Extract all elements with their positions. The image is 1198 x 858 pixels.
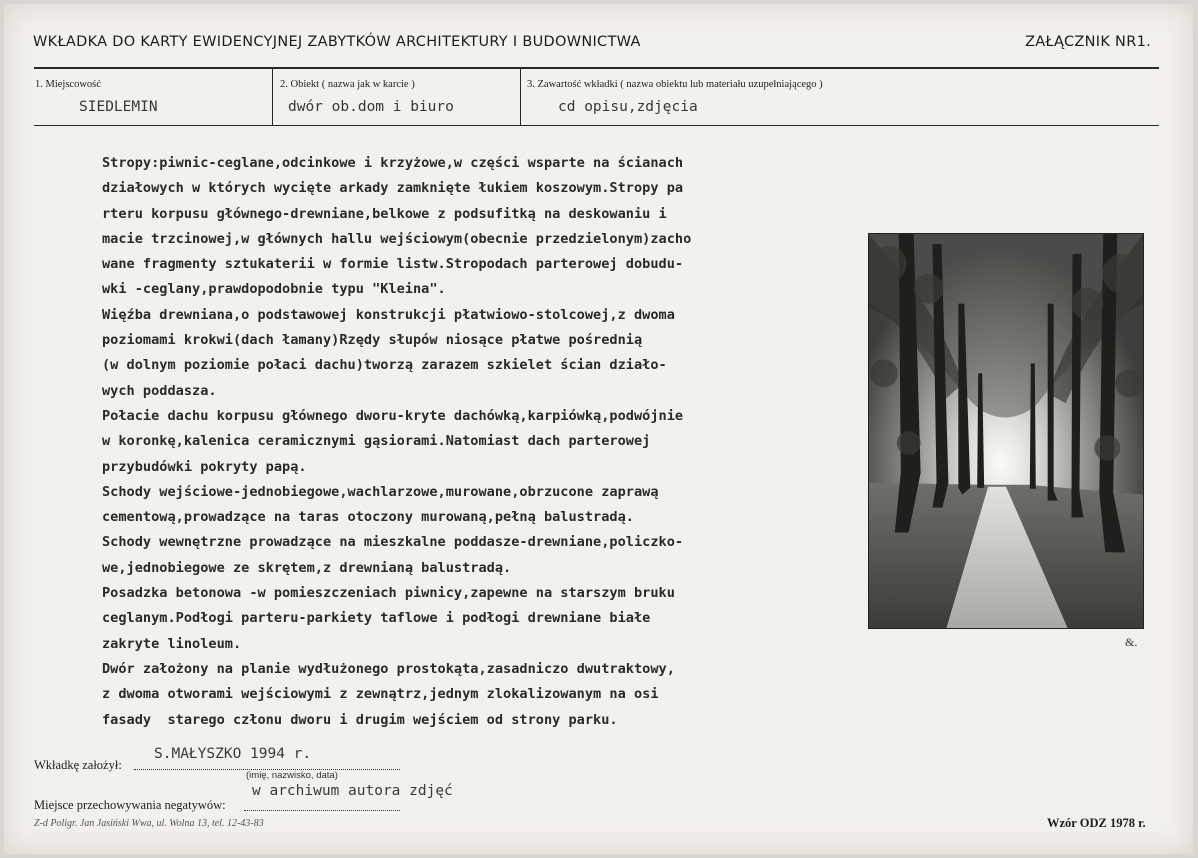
text-line: Połacie dachu korpusu głównego dworu-kryte dachówką,karpiówką,podwójnie	[102, 407, 684, 424]
negatives-line	[244, 810, 400, 811]
field-value-object: dwór ob.dom i biuro	[288, 99, 454, 115]
field-divider	[520, 69, 521, 125]
text-line: rteru korpusu głównego-drewniane,belkowe z podsufitką na deskowaniu i	[102, 205, 667, 222]
photo-tree-lined-path	[868, 233, 1144, 629]
photo-mark: &.	[1125, 635, 1138, 649]
field-label-object: 2. Obiekt ( nazwa jak w karcie )	[280, 79, 415, 90]
top-rule	[34, 67, 1159, 69]
text-line: wane fragmenty sztukaterii w formie listw.Stropodach parterowej dobudu-	[102, 256, 684, 273]
author-label: Wkładkę założył:	[34, 758, 122, 772]
text-line: ceglanym.Podłogi parteru-parkiety taflowe i podłogi drewniane białe	[102, 610, 651, 627]
negatives-value: w archiwum autora zdjęć	[252, 783, 453, 799]
text-line: Dwór założony na planie wydłużonego prostokąta,zasadniczo dwutraktowy,	[102, 660, 675, 677]
text-line: w koronkę,kalenica ceramicznymi gąsiorami.Natomiast dach parterowej	[102, 433, 651, 450]
negatives-label: Miejsce przechowywania negatywów:	[34, 798, 226, 812]
author-value: S.MAŁYSZKO 1994 r.	[154, 746, 312, 762]
printer-imprint: Z-d Poligr. Jan Jasiński Wwa, ul. Wolna 13, tel. 12-43-83	[34, 818, 264, 829]
form-model: Wzór ODZ 1978 r.	[1047, 816, 1146, 830]
text-line: zakryte linoleum.	[102, 635, 242, 652]
field-value-locality: SIEDLEMIN	[79, 99, 158, 115]
text-line: wki -ceglany,prawdopodobnie typu "Kleina".	[102, 281, 446, 298]
text-line: we,jednobiegowe ze skrętem,z drewnianą balustradą.	[102, 559, 512, 576]
text-line: wych poddasza.	[102, 382, 217, 399]
text-line: (w dolnym poziomie połaci dachu)tworzą zarazem szkielet ścian działo-	[102, 357, 667, 374]
description-text	[102, 151, 842, 733]
text-line: Posadzka betonowa -w pomieszczeniach piwnicy,zapewne na starszym bruku	[102, 585, 675, 602]
field-label-contents: 3. Zawartość wkładki ( nazwa obiektu lub materiału uzupełniającego )	[527, 79, 823, 90]
bottom-rule	[34, 125, 1159, 126]
text-line: fasady starego członu dworu i drugim wejściem od strony parku.	[102, 711, 618, 728]
field-divider	[272, 69, 273, 125]
text-line: Schody wejściowe-jednobiegowe,wachlarzowe,murowane,obrzucone zaprawą	[102, 483, 659, 500]
annex-number: ZAŁĄCZNIK NR1.	[1025, 34, 1151, 50]
text-line: macie trzcinowej,w głównych hallu wejściowym(obecnie przedzielonym)zacho	[102, 230, 692, 247]
text-line: poziomami krokwi(dach łamany)Rzędy słupów niosące płatwe pośrednią	[102, 332, 643, 349]
text-line: Stropy:piwnic-ceglane,odcinkowe i krzyżowe,w części wsparte na ścianach	[102, 155, 684, 171]
document-sheet	[4, 4, 1193, 854]
document-title: WKŁADKA DO KARTY EWIDENCYJNEJ ZABYTKÓW ARCHITEKTURY I BUDOWNICTWA	[33, 34, 641, 50]
text-line: cementową,prowadzące na taras otoczony murowaną,pełną balustradą.	[102, 509, 634, 526]
text-line: Schody wewnętrzne prowadzące na mieszkalne poddasze-drewniane,policzko-	[102, 534, 684, 551]
text-line: działowych w których wycięte arkady zamknięte łukiem koszowym.Stropy pa	[102, 180, 684, 197]
field-label-locality: 1. Miejscowość	[35, 79, 101, 90]
field-value-contents: cd opisu,zdjęcia	[558, 99, 698, 115]
author-hint: (imię, nazwisko, data)	[246, 770, 338, 781]
text-line: z dwoma otworami wejściowymi z zewnątrz,jednym zlokalizowanym na osi	[102, 686, 659, 703]
text-line: Więźba drewniana,o podstawowej konstrukcji płatwiowo-stolcowej,z dwoma	[102, 306, 675, 323]
text-line: przybudówki pokryty papą.	[102, 458, 307, 475]
